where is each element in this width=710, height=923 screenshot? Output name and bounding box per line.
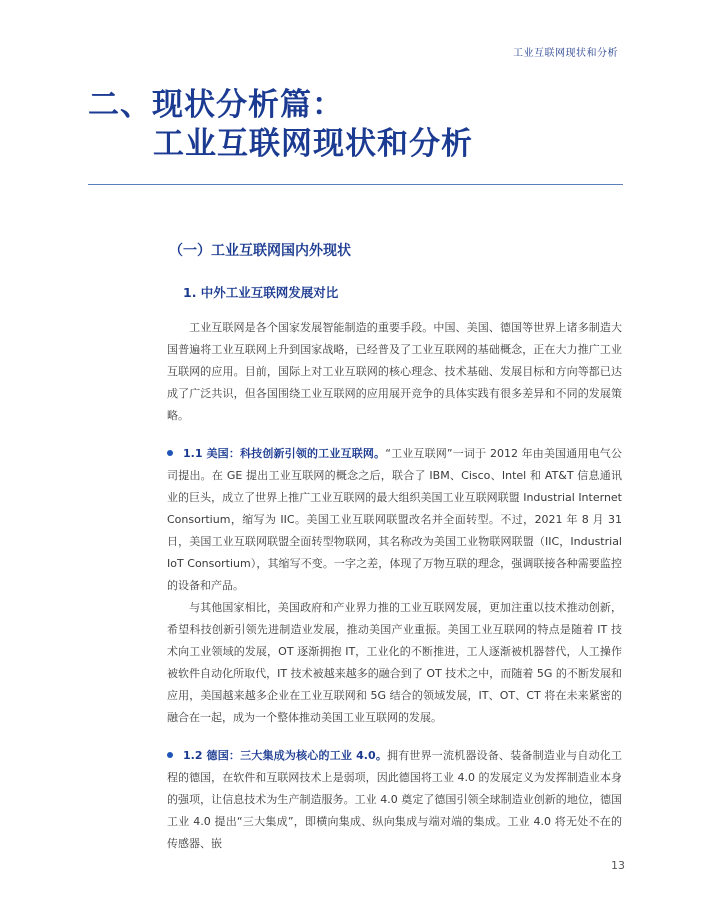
- subsection-heading: 1. 中外工业互联网发展对比: [183, 285, 339, 300]
- chapter-title: [88, 86, 473, 163]
- paragraph-intro: [167, 317, 622, 427]
- paragraph-usa-detail: [167, 597, 622, 729]
- paragraph-germany: [167, 745, 622, 855]
- paragraph-usa-detail-text: 与其他国家相比，美国政府和产业界力推的工业互联网发展，更加注重以技术推动创新，希望科技创新引领先进制造业发展，推动美国产业重振。美国工业互联网的特点是随着 IT 技术向工业领域的发展，OT 逐渐拥抱 IT，工业化的不断推进，工人逐渐被机器替代，人工操作被软件自动化所取代，IT 技术被越来越多的融合到了 OT 技术之中，而随着 5G 的不断发展和应用，美国越来越多企业在工业互联网和 5G 结合的领域发展，IT、OT、CT 将在未来紧密的融合在一起，成为一个整体推动美国工业互联网的发展。: [167, 601, 622, 724]
- running-header: 工业互联网现状和分析: [513, 48, 618, 59]
- page-number: 13: [611, 859, 625, 872]
- paragraph-germany-lead: 1.2 德国：三大集成为核心的工业 4.0。: [183, 749, 388, 762]
- paragraph-usa: [167, 443, 622, 597]
- chapter-title-line2: 工业互联网现状和分析: [153, 126, 473, 162]
- bullet-icon: [167, 752, 173, 758]
- section-heading: （一）工业互联网国内外现状: [169, 243, 351, 259]
- chapter-title-line1: 二、现状分析篇：: [88, 87, 344, 123]
- bullet-icon: [167, 450, 173, 456]
- paragraph-germany-text: 拥有世界一流机器设备、装备制造业与自动化工程的德国，在软件和互联网技术上是弱项，因此德国将工业 4.0 的发展定义为发挥制造业本身的强项，让信息技术为生产制造服务。工业 4.0 奠定了德国引领全球制造业创新的地位，德国工业 4.0 提出“三大集成”，即横向集成、纵向集成与端对端的集成。工业 4.0 将无处不在的传感器、嵌: [167, 749, 622, 850]
- paragraph-intro-text: 工业互联网是各个国家发展智能制造的重要手段。中国、美国、德国等世界上诸多制造大国普遍将工业互联网上升到国家战略，已经普及了工业互联网的基础概念，正在大力推广工业互联网的应用。目前，国际上对工业互联网的核心理念、技术基础、发展目标和方向等都已达成了广泛共识，但各国围绕工业互联网的应用展开竞争的具体实践有很多差异和不同的发展策略。: [167, 321, 622, 422]
- paragraph-usa-text: “工业互联网”一词于 2012 年由美国通用电气公司提出。在 GE 提出工业互联网的概念之后，联合了 IBM、Cisco、Intel 和 AT&T 信息通讯业的巨头，成立了世界上推广工业互联网的最大组织美国工业互联网联盟 Industrial Internet Consortium，缩写为 IIC。美国工业互联网联盟改名并全面转型。不过，2021 年 8 月 31 日，美国工业互联网联盟全面转型物联网，其名称改为美国工业物联网联盟（IIC，Industrial IoT Consortium），其缩写不变。一字之差，体现了万物互联的理念，强调联接各种需要监控的设备和产品。: [167, 447, 622, 592]
- title-divider: [88, 184, 623, 185]
- paragraph-usa-lead: 1.1 美国：科技创新引领的工业互联网。: [183, 447, 386, 460]
